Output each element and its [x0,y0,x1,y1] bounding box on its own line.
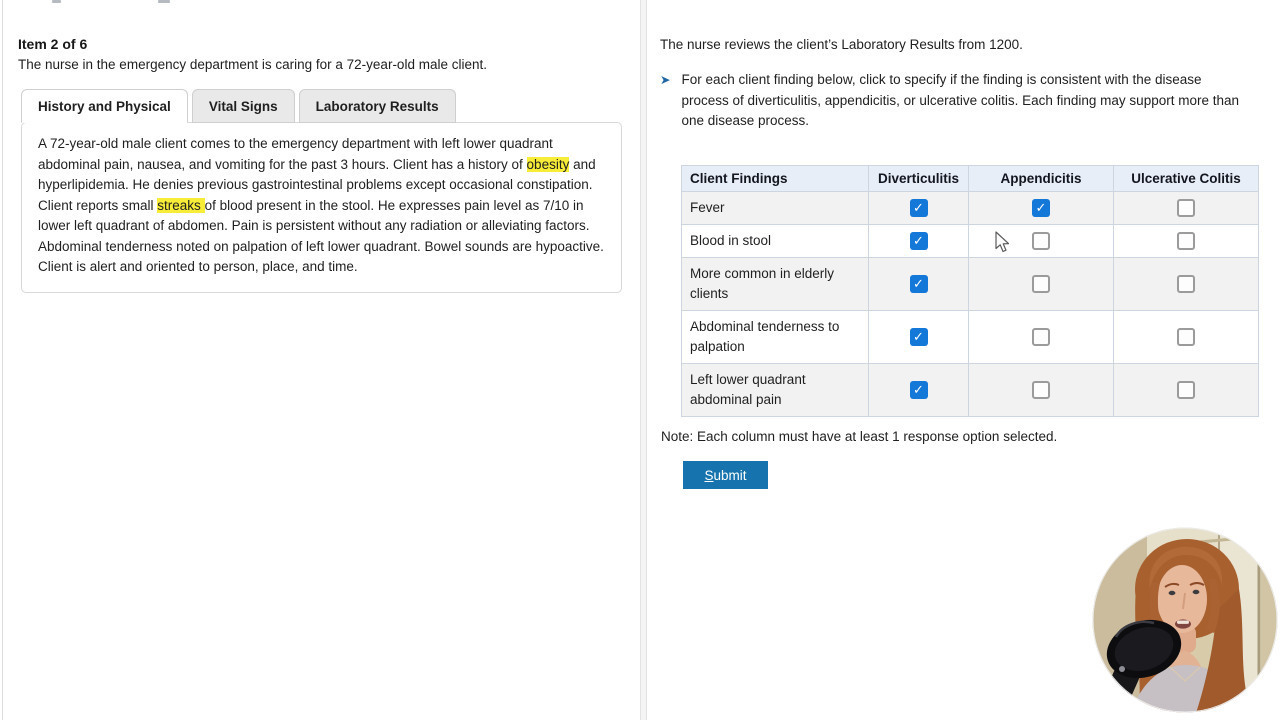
tab-bar [21,89,456,123]
finding-label: More common in elderly clients [682,258,869,311]
checkbox-cell[interactable] [1114,258,1259,311]
webcam-overlay [1092,527,1278,713]
clipped-top-text-fragment [52,0,61,3]
checkbox-appendicitis[interactable]: ✓ [1032,199,1050,217]
checkbox-ulcerative-colitis[interactable] [1177,381,1195,399]
checkbox-diverticulitis[interactable]: ✓ [910,199,928,217]
checkbox-diverticulitis[interactable]: ✓ [910,232,928,250]
column-header-client-findings: Client Findings [682,166,869,192]
checkbox-cell[interactable] [1114,364,1259,417]
pane-divider [640,0,647,720]
table-row [682,364,1259,417]
clipped-top-text-fragment [158,0,170,3]
finding-label: Abdominal tenderness to palpation [682,311,869,364]
checkbox-diverticulitis[interactable]: ✓ [910,275,928,293]
table-header-row [682,166,1259,192]
checkbox-cell[interactable] [1114,225,1259,258]
table-body [682,192,1259,417]
checkbox-cell[interactable] [869,192,969,225]
column-header-diverticulitis: Diverticulitis [869,166,969,192]
checkbox-cell[interactable] [869,258,969,311]
checkbox-cell[interactable] [969,311,1114,364]
checkbox-appendicitis[interactable] [1032,275,1050,293]
tab-laboratory-results[interactable]: Laboratory Results [299,89,456,123]
checkbox-cell[interactable] [969,258,1114,311]
finding-label: Left lower quadrant abdominal pain [682,364,869,417]
finding-label: Blood in stool [682,225,869,258]
note-text-segment: and hyperlipidemia. He denies previous gastrointestinal problems except occasional constipation. Client reports small [38,156,596,213]
submit-button[interactable]: Submit [683,461,768,489]
checkbox-cell[interactable] [969,192,1114,225]
checkbox-ulcerative-colitis[interactable] [1177,199,1195,217]
checkbox-cell[interactable] [969,364,1114,417]
checkbox-appendicitis[interactable] [1032,232,1050,250]
checkbox-diverticulitis[interactable]: ✓ [910,328,928,346]
checkbox-cell[interactable] [969,225,1114,258]
instruction-row [660,70,1256,132]
checkbox-cell[interactable] [869,225,969,258]
finding-label: Fever [682,192,869,225]
checkbox-appendicitis[interactable] [1032,328,1050,346]
checkbox-cell[interactable] [869,311,969,364]
hp-note-text [38,136,604,274]
table-row [682,311,1259,364]
checkbox-cell[interactable] [1114,311,1259,364]
window-left-border [2,0,3,720]
note-text: Note: Each column must have at least 1 response option selected. [661,429,1058,444]
note-text-segment: A 72-year-old male client comes to the emergency department with left lower quadrant abdominal pain, nausea, and vomiting for the past 3 hours. Client has a history of [38,136,553,172]
arrow-bullet-icon: ➤ [660,73,671,87]
table-row [682,258,1259,311]
tab-history-and-physical[interactable]: History and Physical [21,89,188,123]
scenario-update-text: The nurse reviews the client’s Laboratory Results from 1200. [660,37,1023,52]
item-counter: Item 2 of 6 [18,36,88,52]
mouse-cursor-icon [995,231,1013,255]
tab-vital-signs[interactable]: Vital Signs [192,89,295,123]
table-row [682,192,1259,225]
column-header-appendicitis: Appendicitis [969,166,1114,192]
checkbox-ulcerative-colitis[interactable] [1177,232,1195,250]
note-text-segment: of blood present in the stool. He expresses pain level as 7/10 in lower left quadrant of abdomen. Pain is persistent without any radiation or alleviating factors. Abdominal tenderness noted on palpation of left lower quadrant. Bowel sounds are hypoactive. Client is alert and oriented to person, place, and time. [38,197,604,274]
checkbox-appendicitis[interactable] [1032,381,1050,399]
column-header-ulcerative-colitis: Ulcerative Colitis [1114,166,1259,192]
checkbox-diverticulitis[interactable]: ✓ [910,381,928,399]
checkbox-ulcerative-colitis[interactable] [1177,328,1195,346]
table-row [682,225,1259,258]
checkbox-ulcerative-colitis[interactable] [1177,275,1195,293]
history-and-physical-panel [21,122,622,293]
matrix-table [681,165,1259,417]
checkbox-cell[interactable] [869,364,969,417]
highlighted-text: streaks [157,197,205,213]
instruction-text: For each client finding below, click to specify if the finding is consistent with the disease process of diverticulitis, appendicitis, or ulcerative colitis. Each finding may support more than one disease process. [681,72,1239,128]
highlighted-text: obesity [526,156,570,172]
checkbox-cell[interactable] [1114,192,1259,225]
question-stem: The nurse in the emergency department is caring for a 72-year-old male client. [18,57,487,72]
